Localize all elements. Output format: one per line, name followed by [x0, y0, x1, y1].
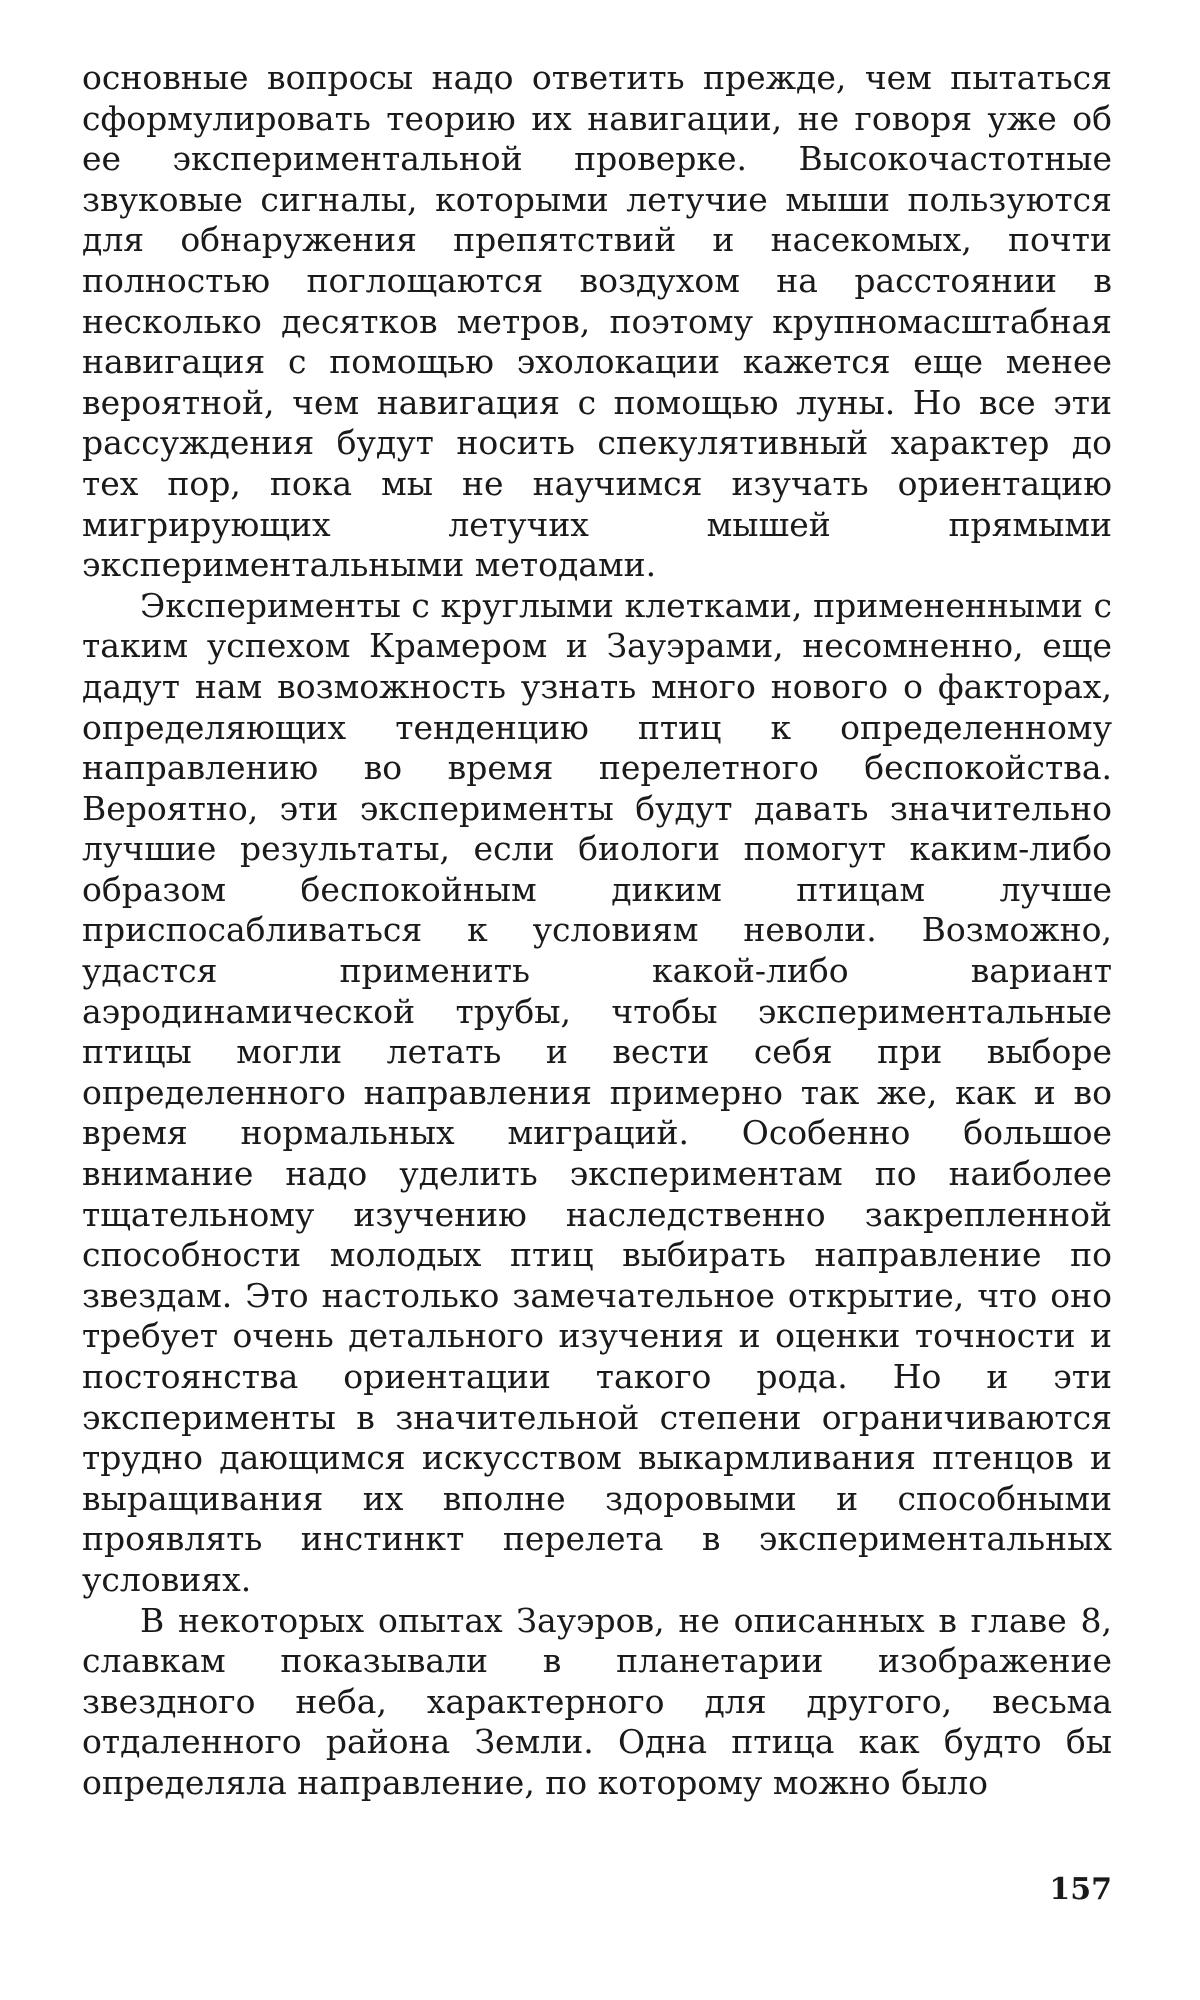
paragraph-1: основные вопросы надо ответить прежде, чем пытаться сформулировать теорию их навигации, не говоря уже об ее экспериментальной проверке. Высокочастотные звуковые сигналы, которыми летучие мыши пользуются для обнаружения препятствий и насекомых, почти полностью поглощаются воздухом на расстоянии в несколько десятков метров, поэтому крупномасштабная навигация с помощью эхолокации кажется еще менее вероятной, чем навигация с помощью луны. Но все эти рассуждения будут носить спекулятивный характер до тех пор, пока мы не научимся изучать ориентацию мигрирующих летучих мышей прямыми экспериментальными методами.	[82, 58, 1112, 585]
page-number: 157	[1049, 1872, 1112, 1907]
paragraph-2: Эксперименты с круглыми клетками, примененными с таким успехом Крамером и Зауэрами, несомненно, еще дадут нам возможность узнать много нового о факторах, определяющих тенденцию птиц к определенному направлению во время перелетного беспокойства. Вероятно, эти эксперименты будут давать значительно лучшие результаты, если биологи помогут каким-либо образом беспокойным диким птицам лучше приспосабливаться к условиям неволи. Возможно, удастся применить какой-либо вариант аэродинамической трубы, чтобы экспериментальные птицы могли летать и вести себя при выборе определенного направления примерно так же, как и во время нормальных миграций. Особенно большое внимание надо уделить экспериментам по наиболее тщательному изучению наследственно закрепленной способности молодых птиц выбирать направление по звездам. Это настолько замечательное открытие, что оно требует очень детального изучения и оценки точности и постоянства ориентации такого рода. Но и эти эксперименты в значительной степени ограничиваются трудно дающимся искусством выкармливания птенцов и выращивания их вполне здоровыми и способными проявлять инстинкт перелета в экспериментальных условиях.	[82, 585, 1112, 1599]
body-text	[82, 58, 1112, 1804]
paragraph-3: В некоторых опытах Зауэров, не описанных в главе 8, славкам показывали в планетарии изображение звездного неба, характерного для другого, весьма отдаленного района Земли. Одна птица как будто бы определяла направление, по которому можно было	[82, 1600, 1112, 1802]
